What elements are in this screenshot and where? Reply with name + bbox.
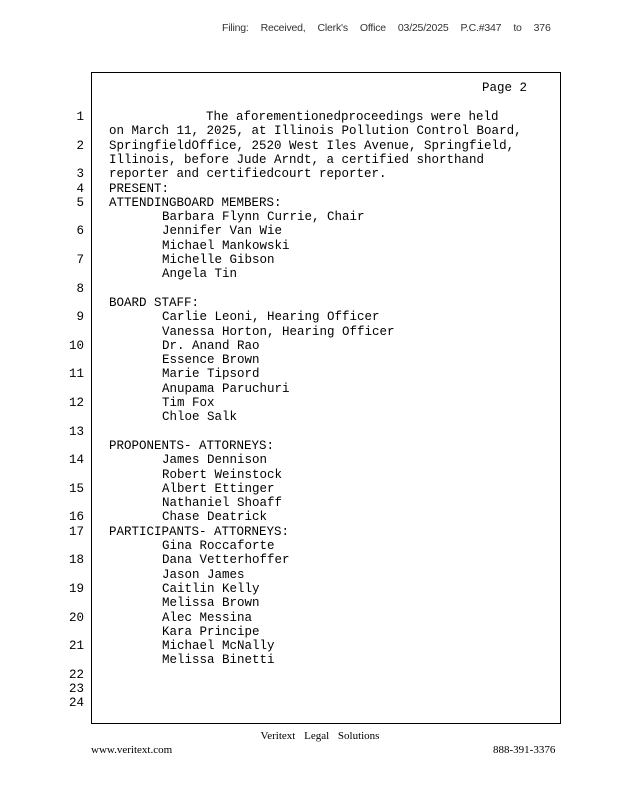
line-number: 4 [76, 181, 84, 196]
transcript-line [0, 482, 560, 496]
stamp-filing: Filing: [222, 22, 249, 34]
line-text: Vanessa Horton, Hearing Officer [162, 324, 395, 339]
transcript-line [0, 282, 560, 296]
line-number: 1 [76, 110, 84, 124]
line-number: 2 [76, 138, 84, 153]
line-text: Chase Deatrick [162, 510, 268, 525]
line-text: The aforementionedproceedings were held [206, 110, 499, 124]
line-number: 8 [76, 281, 84, 296]
stamp-office: Office [359, 22, 386, 34]
line-number: 16 [68, 510, 84, 525]
line-text: Jason James [162, 567, 245, 582]
transcript-line [0, 639, 560, 653]
transcript-line [0, 582, 560, 596]
transcript-line [0, 596, 560, 610]
line-number: 20 [68, 610, 84, 625]
transcript-line [0, 367, 560, 381]
stamp-count: 376 [533, 22, 551, 34]
line-number: 15 [68, 481, 84, 496]
line-text: Albert Ettinger [162, 481, 275, 496]
line-text: Alec Messina [162, 610, 253, 625]
page-number: Page 2 [482, 81, 528, 95]
line-text: Kara Principe [162, 624, 260, 639]
line-text: Chloe Salk [162, 410, 238, 425]
transcript-line [0, 568, 560, 582]
line-text: Robert Weinstock [162, 467, 283, 482]
line-text: Dr. Anand Rao [162, 338, 260, 353]
line-text: BOARD STAFF: [109, 295, 200, 310]
line-text: PRESENT: [109, 181, 170, 196]
footer-website[interactable]: www.veritext.com [91, 744, 173, 756]
line-text: on March 11, 2025, at Illinois Pollution Control Board, [109, 124, 522, 139]
transcript-line [0, 296, 560, 310]
line-text: Angela Tin [162, 267, 238, 282]
transcript-line [0, 267, 560, 281]
transcript-line [0, 167, 560, 181]
line-text: Barbara Flynn Currie, Chair [162, 210, 365, 225]
line-text: Illinois, before Jude Arndt, a certified shorthand [109, 152, 485, 167]
line-number: 19 [68, 581, 84, 596]
line-number: 17 [68, 524, 84, 539]
transcript-line [0, 224, 560, 238]
transcript-line [0, 153, 560, 167]
stamp-pc: P.C.#347 [460, 22, 502, 34]
line-number: 7 [76, 253, 84, 267]
line-text: Jennifer Van Wie [162, 224, 283, 239]
line-text: Anupama Paruchuri [162, 381, 290, 396]
transcript-line [0, 210, 560, 224]
line-number: 14 [68, 453, 84, 468]
transcript-line [0, 453, 560, 467]
line-number: 12 [68, 396, 84, 410]
line-number: 3 [76, 167, 84, 182]
transcript-line [0, 339, 560, 353]
line-number: 24 [68, 696, 84, 711]
line-text: SpringfieldOffice, 2520 West Iles Avenue, Springfield, [109, 138, 515, 153]
transcript-line [0, 625, 560, 639]
filing-stamp [222, 22, 563, 34]
line-text: Nathaniel Shoaff [162, 496, 283, 511]
line-text: Melissa Brown [162, 596, 260, 611]
transcript-line [0, 696, 560, 710]
transcript-line [0, 439, 560, 453]
line-number: 22 [68, 667, 84, 682]
transcript-line [0, 668, 560, 682]
transcript-line [0, 396, 560, 410]
transcript-line [0, 139, 560, 153]
line-text: Melissa Binetti [162, 653, 275, 668]
stamp-date: 03/25/2025 [397, 22, 449, 34]
transcript-line [0, 110, 560, 124]
transcript-line [0, 353, 560, 367]
line-text: PARTICIPANTS- ATTORNEYS: [109, 524, 290, 539]
stamp-to: to [513, 22, 522, 34]
transcript-line [0, 553, 560, 567]
line-text: Caitlin Kelly [162, 581, 260, 596]
line-number: 10 [68, 338, 84, 353]
transcript-line [0, 325, 560, 339]
stamp-clerks: Clerk's [317, 22, 348, 34]
transcript-line [0, 382, 560, 396]
transcript-line [0, 611, 560, 625]
transcript-line [0, 496, 560, 510]
transcript-line [0, 510, 560, 524]
transcript-line [0, 410, 560, 424]
line-text: PROPONENTS- ATTORNEYS: [109, 438, 275, 453]
line-text: Michelle Gibson [162, 253, 275, 267]
transcript-line [0, 182, 560, 196]
line-text: Carlie Leoni, Hearing Officer [162, 310, 380, 325]
transcript-line [0, 468, 560, 482]
transcript-line [0, 539, 560, 553]
line-text: Marie Tipsord [162, 367, 260, 382]
transcript-line [0, 653, 560, 667]
line-number: 21 [68, 639, 84, 654]
transcript-line [0, 253, 560, 267]
stamp-received: Received, [260, 22, 306, 34]
transcript-line [0, 310, 560, 324]
line-text: Michael Mankowski [162, 238, 290, 253]
line-text: ATTENDINGBOARD MEMBERS: [109, 195, 282, 210]
transcript-line [0, 425, 560, 439]
transcript-line [0, 124, 560, 138]
line-number: 23 [68, 682, 84, 696]
line-number: 18 [68, 553, 84, 568]
line-text: Tim Fox [162, 396, 215, 410]
line-number: 5 [76, 195, 84, 210]
line-number: 6 [76, 224, 84, 239]
transcript-line [0, 239, 560, 253]
line-text: Essence Brown [162, 353, 260, 368]
line-number: 11 [68, 367, 84, 382]
line-text: reporter and certifiedcourt reporter. [109, 167, 387, 182]
line-text: Gina Roccaforte [162, 539, 275, 553]
line-text: James Dennison [162, 453, 268, 468]
transcript-line [0, 196, 560, 210]
line-number: 13 [68, 424, 84, 439]
line-number: 9 [76, 310, 84, 325]
line-text: Dana Vetterhoffer [162, 553, 290, 568]
transcript-line [0, 682, 560, 696]
line-text: Michael McNally [162, 639, 275, 654]
footer-phone: 888-391-3376 [493, 744, 556, 756]
footer-company: Veritext Legal Solutions [260, 730, 380, 742]
transcript-line [0, 525, 560, 539]
